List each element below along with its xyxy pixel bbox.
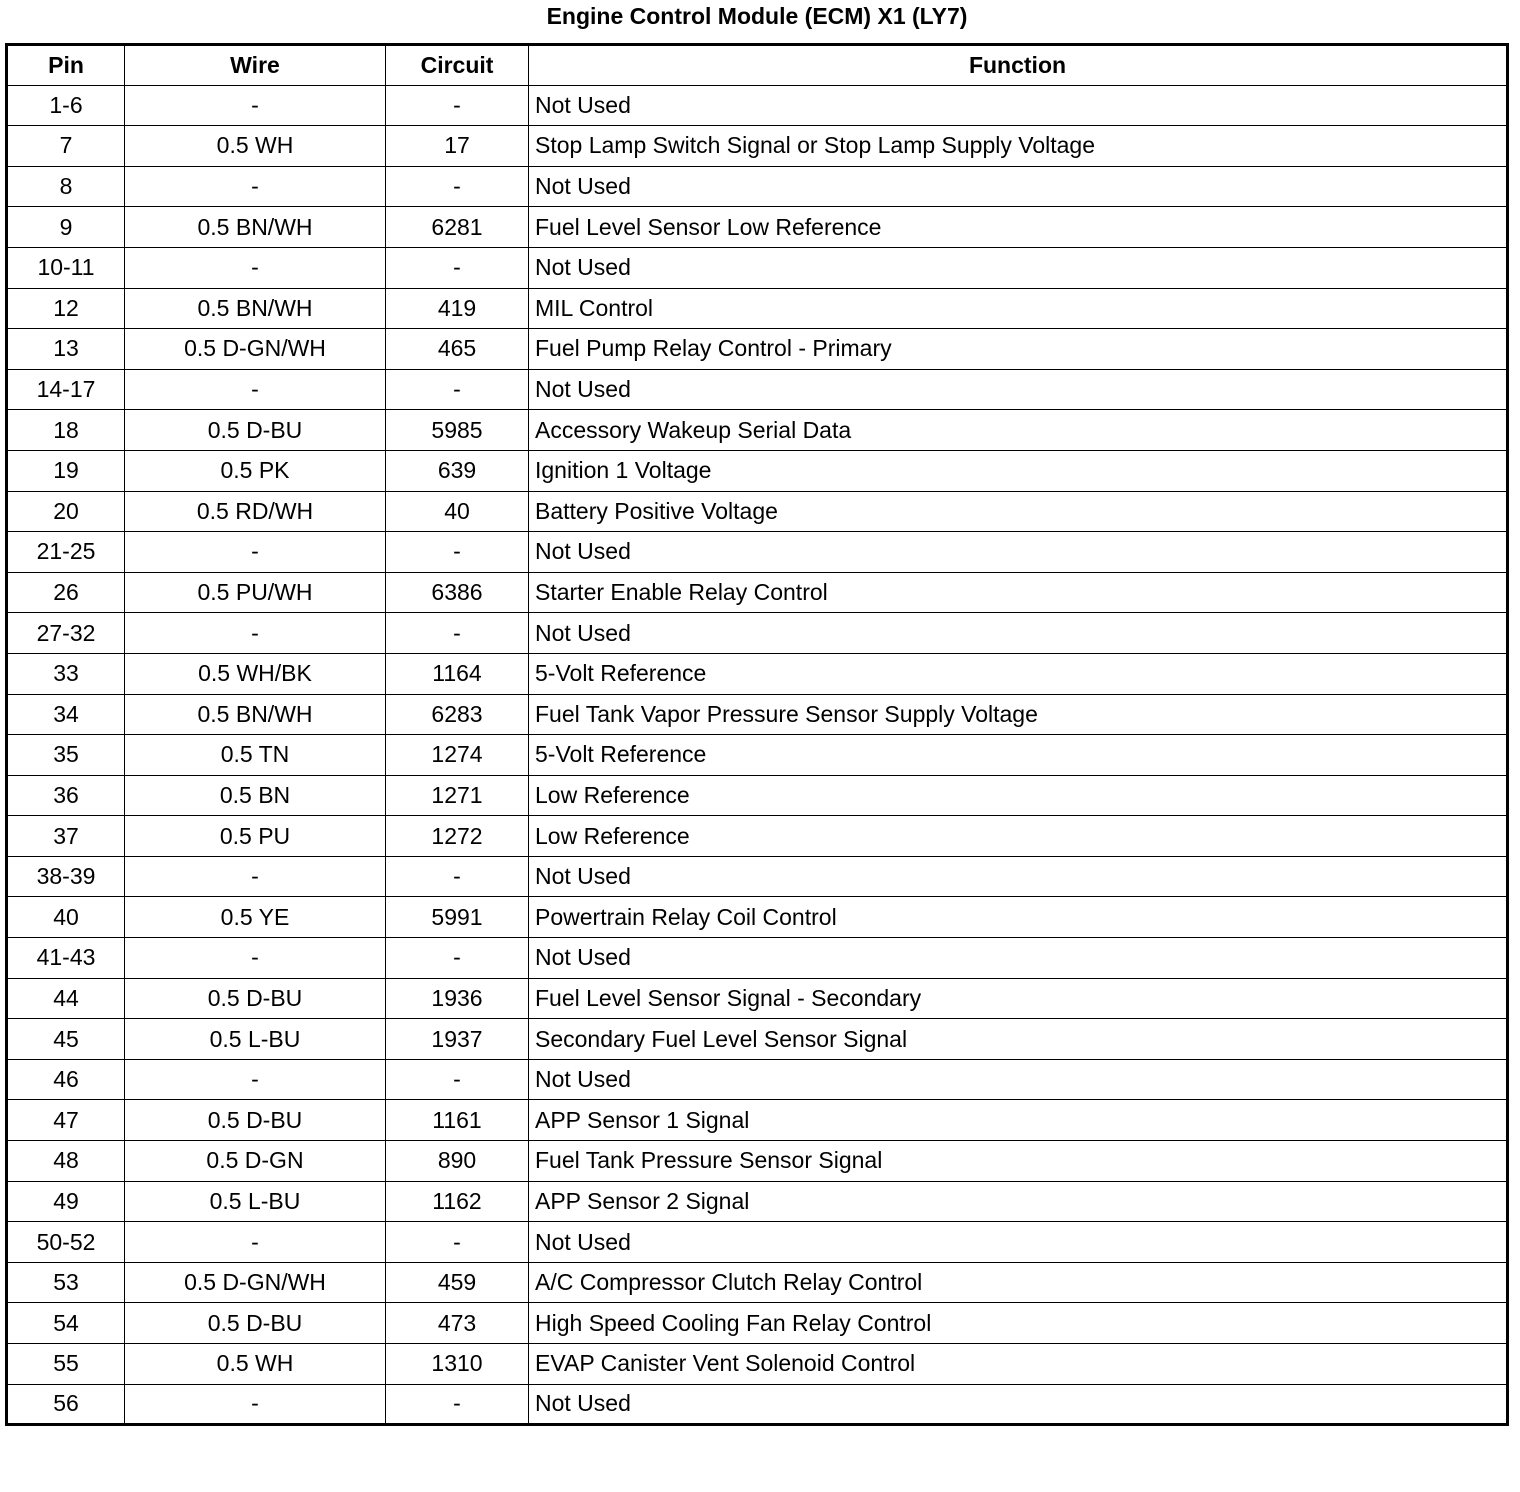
- pin-cell: 54: [7, 1303, 125, 1344]
- pin-cell: 55: [7, 1344, 125, 1385]
- pin-cell: 36: [7, 775, 125, 816]
- wire-cell: 0.5 TN: [125, 735, 386, 776]
- pin-cell: 41-43: [7, 938, 125, 979]
- wire-cell: 0.5 D-BU: [125, 410, 386, 451]
- table-row: [7, 613, 1508, 654]
- pin-cell: 34: [7, 694, 125, 735]
- pin-cell: 48: [7, 1141, 125, 1182]
- function-cell: Powertrain Relay Coil Control: [529, 897, 1508, 938]
- wire-cell: 0.5 L-BU: [125, 1181, 386, 1222]
- circuit-cell: 890: [386, 1141, 529, 1182]
- function-cell: High Speed Cooling Fan Relay Control: [529, 1303, 1508, 1344]
- wire-cell: -: [125, 1384, 386, 1425]
- pin-cell: 21-25: [7, 532, 125, 573]
- circuit-cell: -: [386, 369, 529, 410]
- pin-cell: 50-52: [7, 1222, 125, 1263]
- function-cell: Starter Enable Relay Control: [529, 572, 1508, 613]
- function-cell: 5-Volt Reference: [529, 735, 1508, 776]
- wire-cell: -: [125, 166, 386, 207]
- circuit-cell: 419: [386, 288, 529, 329]
- function-cell: Secondary Fuel Level Sensor Signal: [529, 1019, 1508, 1060]
- pin-cell: 14-17: [7, 369, 125, 410]
- table-row: [7, 369, 1508, 410]
- circuit-cell: -: [386, 938, 529, 979]
- circuit-cell: 17: [386, 126, 529, 167]
- circuit-cell: -: [386, 1384, 529, 1425]
- wire-cell: 0.5 WH: [125, 1344, 386, 1385]
- table-row: [7, 1303, 1508, 1344]
- table-row: [7, 410, 1508, 451]
- wire-cell: -: [125, 613, 386, 654]
- circuit-cell: 1161: [386, 1100, 529, 1141]
- function-cell: Low Reference: [529, 816, 1508, 857]
- pin-cell: 13: [7, 329, 125, 370]
- pin-cell: 18: [7, 410, 125, 451]
- function-cell: Fuel Pump Relay Control - Primary: [529, 329, 1508, 370]
- table-row: [7, 329, 1508, 370]
- wire-cell: -: [125, 1059, 386, 1100]
- circuit-cell: 1274: [386, 735, 529, 776]
- table-row: [7, 1059, 1508, 1100]
- pin-cell: 26: [7, 572, 125, 613]
- pin-cell: 9: [7, 207, 125, 248]
- circuit-cell: 6281: [386, 207, 529, 248]
- wire-cell: 0.5 BN/WH: [125, 288, 386, 329]
- function-cell: Stop Lamp Switch Signal or Stop Lamp Supply Voltage: [529, 126, 1508, 167]
- table-row: [7, 775, 1508, 816]
- function-cell: Accessory Wakeup Serial Data: [529, 410, 1508, 451]
- wire-cell: 0.5 PU/WH: [125, 572, 386, 613]
- function-cell: Fuel Level Sensor Low Reference: [529, 207, 1508, 248]
- wire-cell: 0.5 BN/WH: [125, 694, 386, 735]
- function-cell: 5-Volt Reference: [529, 653, 1508, 694]
- function-cell: APP Sensor 2 Signal: [529, 1181, 1508, 1222]
- wire-cell: -: [125, 247, 386, 288]
- pin-cell: 8: [7, 166, 125, 207]
- header-row: [7, 45, 1508, 86]
- circuit-cell: -: [386, 247, 529, 288]
- circuit-cell: 1937: [386, 1019, 529, 1060]
- function-cell: Not Used: [529, 85, 1508, 126]
- wire-cell: 0.5 WH: [125, 126, 386, 167]
- circuit-cell: 5985: [386, 410, 529, 451]
- wire-cell: -: [125, 532, 386, 573]
- connector-pinout-table: [5, 43, 1509, 1426]
- table-header: [7, 45, 1508, 86]
- pin-cell: 10-11: [7, 247, 125, 288]
- table-row: [7, 85, 1508, 126]
- wire-cell: -: [125, 938, 386, 979]
- table-row: [7, 247, 1508, 288]
- wire-cell: -: [125, 85, 386, 126]
- function-cell: Not Used: [529, 613, 1508, 654]
- wire-cell: 0.5 L-BU: [125, 1019, 386, 1060]
- circuit-cell: 40: [386, 491, 529, 532]
- table-row: [7, 938, 1508, 979]
- function-cell: Fuel Tank Vapor Pressure Sensor Supply Voltage: [529, 694, 1508, 735]
- function-cell: Not Used: [529, 166, 1508, 207]
- circuit-cell: 5991: [386, 897, 529, 938]
- function-cell: Not Used: [529, 856, 1508, 897]
- circuit-cell: 639: [386, 450, 529, 491]
- function-cell: Not Used: [529, 1222, 1508, 1263]
- table-row: [7, 288, 1508, 329]
- wire-cell: 0.5 D-BU: [125, 1303, 386, 1344]
- pin-cell: 44: [7, 978, 125, 1019]
- header-pin: Pin: [7, 45, 125, 86]
- pin-cell: 47: [7, 1100, 125, 1141]
- table-row: [7, 1262, 1508, 1303]
- table-row: [7, 532, 1508, 573]
- wire-cell: 0.5 D-BU: [125, 1100, 386, 1141]
- function-cell: EVAP Canister Vent Solenoid Control: [529, 1344, 1508, 1385]
- table-row: [7, 207, 1508, 248]
- table-row: [7, 1019, 1508, 1060]
- table-row: [7, 1384, 1508, 1425]
- function-cell: Low Reference: [529, 775, 1508, 816]
- pin-cell: 37: [7, 816, 125, 857]
- wire-cell: 0.5 D-GN: [125, 1141, 386, 1182]
- wire-cell: -: [125, 1222, 386, 1263]
- wire-cell: -: [125, 369, 386, 410]
- wire-cell: 0.5 PU: [125, 816, 386, 857]
- table-row: [7, 450, 1508, 491]
- circuit-cell: 465: [386, 329, 529, 370]
- wire-cell: 0.5 PK: [125, 450, 386, 491]
- function-cell: Not Used: [529, 247, 1508, 288]
- function-cell: Battery Positive Voltage: [529, 491, 1508, 532]
- wire-cell: 0.5 BN: [125, 775, 386, 816]
- circuit-cell: 1271: [386, 775, 529, 816]
- pin-cell: 19: [7, 450, 125, 491]
- circuit-cell: 6283: [386, 694, 529, 735]
- table-row: [7, 897, 1508, 938]
- circuit-cell: 459: [386, 1262, 529, 1303]
- pin-cell: 12: [7, 288, 125, 329]
- function-cell: Not Used: [529, 938, 1508, 979]
- circuit-cell: -: [386, 613, 529, 654]
- table-row: [7, 1141, 1508, 1182]
- circuit-cell: 473: [386, 1303, 529, 1344]
- table-row: [7, 978, 1508, 1019]
- wire-cell: 0.5 D-BU: [125, 978, 386, 1019]
- pin-cell: 33: [7, 653, 125, 694]
- header-function: Function: [529, 45, 1508, 86]
- pin-cell: 38-39: [7, 856, 125, 897]
- table-row: [7, 856, 1508, 897]
- pin-cell: 27-32: [7, 613, 125, 654]
- pin-cell: 45: [7, 1019, 125, 1060]
- circuit-cell: 1164: [386, 653, 529, 694]
- function-cell: APP Sensor 1 Signal: [529, 1100, 1508, 1141]
- function-cell: MIL Control: [529, 288, 1508, 329]
- table-row: [7, 572, 1508, 613]
- pin-cell: 46: [7, 1059, 125, 1100]
- table-row: [7, 166, 1508, 207]
- table-row: [7, 126, 1508, 167]
- circuit-cell: 1310: [386, 1344, 529, 1385]
- function-cell: A/C Compressor Clutch Relay Control: [529, 1262, 1508, 1303]
- circuit-cell: -: [386, 1059, 529, 1100]
- pin-cell: 7: [7, 126, 125, 167]
- table-row: [7, 1100, 1508, 1141]
- document-title: Engine Control Module (ECM) X1 (LY7): [546, 3, 968, 29]
- circuit-cell: -: [386, 1222, 529, 1263]
- circuit-cell: 6386: [386, 572, 529, 613]
- circuit-cell: 1162: [386, 1181, 529, 1222]
- table-row: [7, 735, 1508, 776]
- pin-cell: 35: [7, 735, 125, 776]
- circuit-cell: -: [386, 532, 529, 573]
- function-cell: Not Used: [529, 1059, 1508, 1100]
- table-row: [7, 491, 1508, 532]
- wire-cell: 0.5 WH/BK: [125, 653, 386, 694]
- circuit-cell: 1272: [386, 816, 529, 857]
- table-row: [7, 1344, 1508, 1385]
- circuit-cell: -: [386, 856, 529, 897]
- function-cell: Ignition 1 Voltage: [529, 450, 1508, 491]
- function-cell: Fuel Tank Pressure Sensor Signal: [529, 1141, 1508, 1182]
- function-cell: Not Used: [529, 532, 1508, 573]
- wire-cell: -: [125, 856, 386, 897]
- function-cell: Not Used: [529, 369, 1508, 410]
- pin-cell: 20: [7, 491, 125, 532]
- circuit-cell: 1936: [386, 978, 529, 1019]
- table-row: [7, 653, 1508, 694]
- wire-cell: 0.5 D-GN/WH: [125, 1262, 386, 1303]
- table-row: [7, 1222, 1508, 1263]
- header-circuit: Circuit: [386, 45, 529, 86]
- pin-cell: 56: [7, 1384, 125, 1425]
- table-body: [7, 85, 1508, 1425]
- wire-cell: 0.5 YE: [125, 897, 386, 938]
- circuit-cell: -: [386, 166, 529, 207]
- table-row: [7, 816, 1508, 857]
- table-row: [7, 1181, 1508, 1222]
- pin-cell: 40: [7, 897, 125, 938]
- header-wire: Wire: [125, 45, 386, 86]
- pin-cell: 1-6: [7, 85, 125, 126]
- wire-cell: 0.5 D-GN/WH: [125, 329, 386, 370]
- table-row: [7, 694, 1508, 735]
- pin-cell: 53: [7, 1262, 125, 1303]
- wire-cell: 0.5 BN/WH: [125, 207, 386, 248]
- circuit-cell: -: [386, 85, 529, 126]
- function-cell: Fuel Level Sensor Signal - Secondary: [529, 978, 1508, 1019]
- pin-cell: 49: [7, 1181, 125, 1222]
- function-cell: Not Used: [529, 1384, 1508, 1425]
- wire-cell: 0.5 RD/WH: [125, 491, 386, 532]
